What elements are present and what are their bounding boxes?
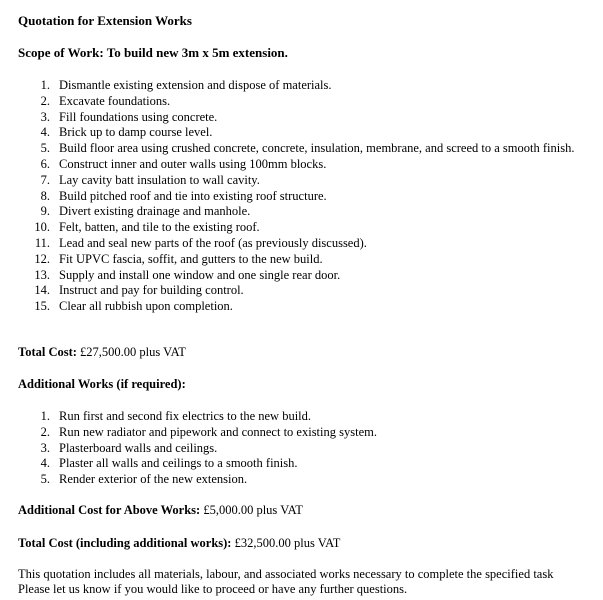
additional-item-text: Plaster all walls and ceilings to a smooth finish.: [59, 456, 298, 471]
scope-item-text: Instruct and pay for building control.: [59, 283, 244, 298]
total-cost-value: £27,500.00 plus VAT: [76, 345, 186, 359]
scope-item-text: Brick up to damp course level.: [59, 125, 213, 140]
scope-item-number: 10.: [34, 220, 50, 235]
scope-item-text: Lead and seal new parts of the roof (as previously discussed).: [59, 235, 367, 250]
scope-item-number: 5.: [40, 141, 50, 156]
scope-item-number: 1.: [40, 78, 50, 92]
scope-item-text: Lay cavity batt insulation to wall cavity.: [59, 172, 260, 187]
additional-works-heading: Additional Works (if required):: [18, 377, 186, 391]
total-cost-label: Total Cost:: [18, 345, 77, 359]
additional-item-number: 3.: [40, 440, 50, 455]
additional-cost-value: £5,000.00 plus VAT: [200, 503, 303, 517]
scope-item-number: 2.: [40, 93, 50, 108]
additional-item-number: 5.: [40, 472, 50, 487]
scope-item-number: 15.: [34, 299, 50, 314]
scope-item-text: Clear all rubbish upon completion.: [59, 299, 233, 314]
scope-item-text: Fit UPVC fascia, soffit, and gutters to the new build.: [59, 251, 323, 266]
document-title: Quotation for Extension Works: [18, 13, 192, 28]
additional-item: [18, 441, 588, 457]
scope-item-number: 12.: [34, 251, 50, 266]
scope-item: [18, 236, 588, 252]
scope-list: [18, 78, 588, 315]
scope-item-text: Supply and install one window and one single rear door.: [59, 267, 341, 282]
scope-item-number: 11.: [34, 235, 50, 250]
scope-item-number: 6.: [40, 156, 50, 171]
scope-item-number: 7.: [40, 172, 50, 187]
footer-note-line-1: This quotation includes all materials, labour, and associated works necessary to complete the specified task: [18, 567, 554, 581]
scope-item-text: Felt, batten, and tile to the existing roof.: [59, 220, 260, 235]
total-cost-line: [18, 345, 186, 360]
scope-item: [18, 173, 588, 189]
additional-works-list: [18, 409, 588, 488]
additional-item-number: 1.: [40, 409, 50, 423]
scope-item-number: 8.: [40, 188, 50, 203]
scope-item: [18, 283, 588, 299]
scope-item: [18, 125, 588, 141]
scope-item-text: Divert existing drainage and manhole.: [59, 204, 251, 219]
scope-item-text: Dismantle existing extension and dispose of materials.: [59, 78, 332, 92]
scope-item-number: 3.: [40, 109, 50, 124]
additional-item-text: Plasterboard walls and ceilings.: [59, 440, 218, 455]
scope-item: [18, 78, 588, 94]
additional-item-text: Run first and second fix electrics to the new build.: [59, 409, 312, 423]
scope-item: [18, 189, 588, 205]
scope-item-number: 4.: [40, 125, 50, 140]
scope-item-text: Build floor area using crushed concrete, concrete, insulation, membrane, and screed to a smooth finish.: [59, 141, 575, 156]
scope-item-text: Fill foundations using concrete.: [59, 109, 218, 124]
additional-item: [18, 409, 588, 425]
scope-item: [18, 299, 588, 315]
additional-item: [18, 425, 588, 441]
scope-item: [18, 157, 588, 173]
scope-item-number: 9.: [40, 204, 50, 219]
scope-item-text: Excavate foundations.: [59, 93, 171, 108]
scope-item: [18, 220, 588, 236]
additional-item: [18, 456, 588, 472]
total-including-label: Total Cost (including additional works):: [18, 536, 232, 550]
scope-heading: Scope of Work: To build new 3m x 5m extension.: [18, 45, 288, 60]
total-including-line: [18, 536, 340, 551]
scope-item: [18, 141, 588, 157]
scope-item-text: Construct inner and outer walls using 100mm blocks.: [59, 156, 327, 171]
additional-item-text: Render exterior of the new extension.: [59, 472, 248, 487]
scope-item: [18, 252, 588, 268]
footer-note-line-2: Please let us know if you would like to proceed or have any further questions.: [18, 582, 408, 596]
additional-item-text: Run new radiator and pipework and connect to existing system.: [59, 424, 377, 439]
scope-item: [18, 204, 588, 220]
additional-item-number: 4.: [40, 456, 50, 471]
additional-item: [18, 472, 588, 488]
scope-item-number: 13.: [34, 267, 50, 282]
scope-item-number: 14.: [34, 283, 50, 298]
scope-item-text: Build pitched roof and tie into existing roof structure.: [59, 188, 327, 203]
scope-item: [18, 268, 588, 284]
scope-item: [18, 110, 588, 126]
additional-cost-line: [18, 503, 303, 518]
additional-item-number: 2.: [40, 424, 50, 439]
total-including-value: £32,500.00 plus VAT: [231, 536, 341, 550]
scope-item: [18, 94, 588, 110]
additional-cost-label: Additional Cost for Above Works:: [18, 503, 201, 517]
